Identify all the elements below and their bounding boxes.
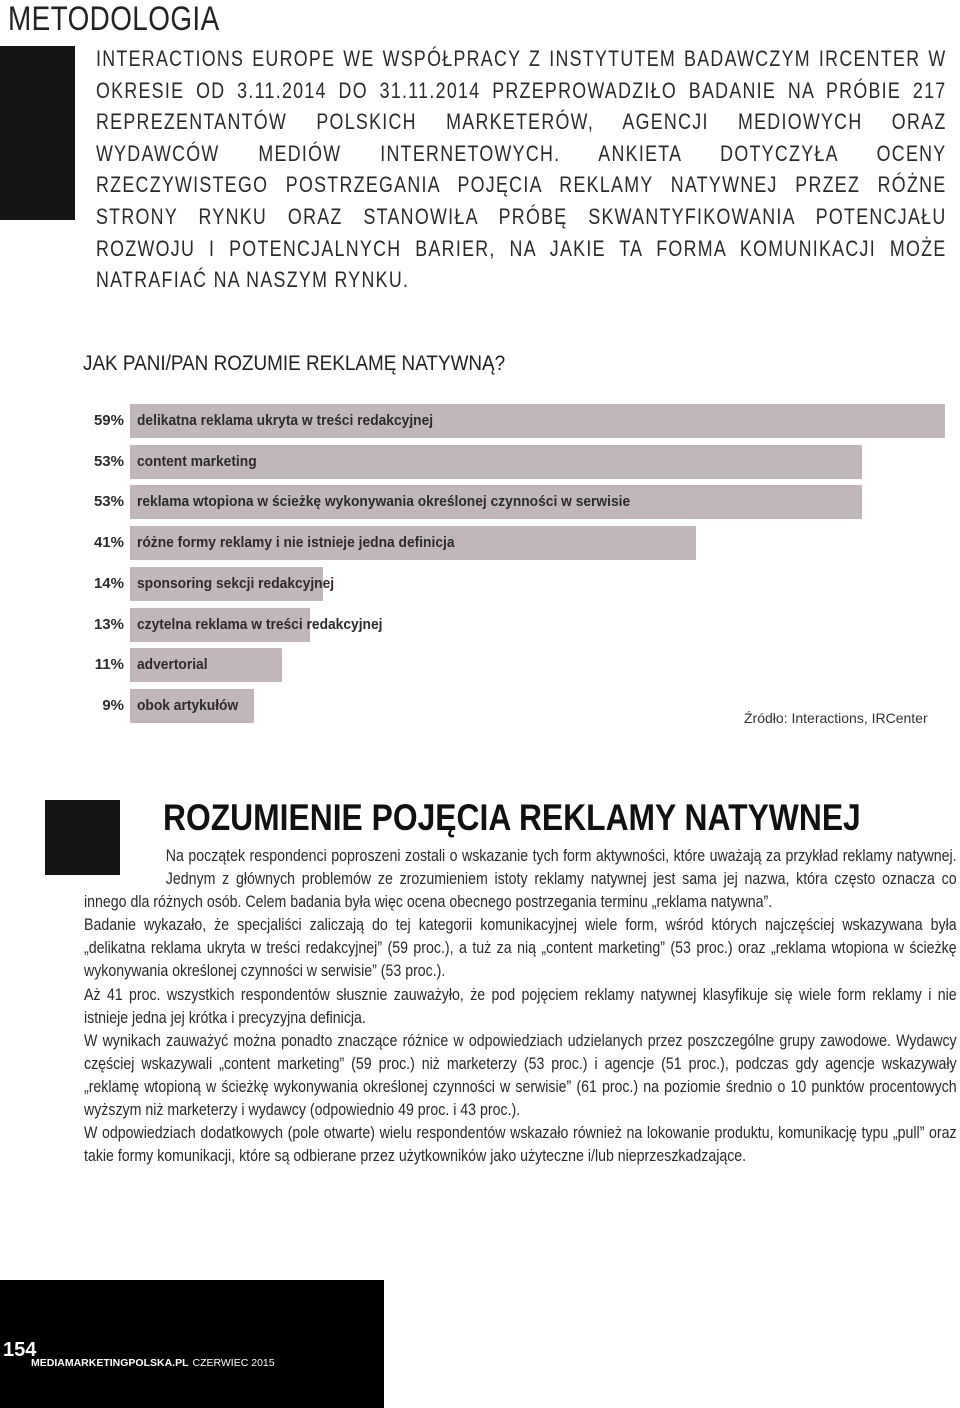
value-label: 53% [93, 452, 124, 470]
category-label: reklama wtopiona w ścieżkę wykonywania określonej czynności w serwisie [137, 493, 631, 511]
category-label: różne formy reklamy i nie istnieje jedna definicja [137, 534, 455, 552]
value-label: 53% [93, 493, 124, 511]
article-paragraph: Aż 41 proc. wszystkich respondentów słusznie zauważyło, że pod pojęciem reklamy natywnej klasyfikuje się wiele form reklamy i nie istnieje jedna jej krótka i precyzyjna definicja. [84, 985, 957, 1027]
value-label: 14% [93, 574, 124, 592]
page-number: 154 [3, 1339, 37, 1361]
category-label: obok artykułów [137, 696, 239, 714]
value-label: 41% [93, 534, 124, 552]
article-paragraph: Badanie wykazało, że specjaliści zaliczają do tej kategorii komunikacyjnej wiele form, wśród których najczęściej wskazywana była „delikatna reklama ukryta w treści redakcyjnej” (59 proc.), a tuż za nią „content marketing” (53 proc.) oraz „reklama wtopiona w ścieżkę wykonywania określonej czynności w serwisie” (53 proc.). [84, 916, 957, 981]
article-paragraph: Na początek respondenci poproszeni zostali o wskazanie tych form aktywności, które uważają za przykład reklamy natywnej. Jednym z głównych problemów ze zrozumieniem istoty reklamy natywnej jest sama jej nazwa, która często oznacza co innego dla różnych osób. Celem badania była więc ocena obecnego postrzegania terminu „reklama natywna”. [84, 847, 957, 912]
footer-block [0, 1280, 384, 1408]
value-label: 59% [93, 412, 124, 429]
value-label: 13% [93, 615, 124, 633]
site-name: MEDIAMARKETINGPOLSKA.PL [31, 1357, 189, 1369]
article-body [84, 845, 957, 1168]
category-label: content marketing [137, 452, 257, 470]
category-label: czytelna reklama w treści redakcyjnej [137, 615, 383, 633]
issue-date: CZERWIEC 2015 [192, 1357, 275, 1369]
value-label: 9% [102, 696, 124, 714]
chart-source: Źródło: Interactions, IRCenter [744, 710, 928, 726]
chart-title: JAK PANI/PAN ROZUMIE REKLAMĘ NATYWNĄ? [83, 352, 506, 375]
article-paragraph: W odpowiedziach dodatkowych (pole otwarte) wielu respondentów wskazało również na lokowanie produktu, komunikację typu „pull” oraz takie formy komunikacji, które są odbierane przez użytkowników jako użyteczne i/lub nieprzeszkadzające. [84, 1124, 957, 1166]
section-title: METODOLOGIA [8, 0, 220, 38]
footer-site [31, 1357, 275, 1369]
article-title: ROZUMIENIE POJĘCIA REKLAMY NATYWNEJ [163, 797, 861, 838]
category-label: delikatna reklama ukryta w treści redakcyjnej [137, 412, 434, 429]
value-label: 11% [94, 656, 124, 674]
category-label: sponsoring sekcji redakcyjnej [137, 574, 335, 592]
methodology-text: INTERACTIONS EUROPE WE WSPÓŁPRACY Z INSTYTUTEM BADAWCZYM IRCENTER W OKRESIE OD 3.11.2014 DO 31.11.2014 PRZEPROWADZIŁO BADANIE NA PRÓBIE 217 REPREZENTANTÓW POLSKICH MARKETERÓW, AGENCJI MEDIOWYCH ORAZ WYDAWCÓW MEDIÓW INTERNETOWYCH. ANKIETA DOTYCZYŁA OCENY RZECZYWISTEGO POSTRZEGANIA POJĘCIA REKLAMY NATYWNEJ PRZEZ RÓŻNE STRONY RYNKU ORAZ STANOWIŁA PRÓBĘ SKWANTYFIKOWANIA POTENCJAŁU ROZWOJU I POTENCJALNYCH BARIER, NA JAKIE TA FORMA KOMUNIKACJI MOŻE NATRAFIAĆ NA NASZYM RYNKU. [96, 46, 947, 293]
category-label: advertorial [137, 656, 208, 674]
article-paragraph: W wynikach zauważyć można ponadto znaczące różnice w odpowiedziach udzielanych przez poszczególne grupy zawodowe. Wydawcy częściej wskazywali „content marketing” (59 proc.) niż marketerzy (53 proc.) i agencje (51 proc.), podczas gdy agencje wskazywały „reklamę wtopioną w ścieżkę wykonywania określonej czynności w serwisie” (61 proc.) na poziomie średnio o 10 punktów procentowych wyższym niż marketerzy i wydawcy (odpowiednio 49 proc. i 43 proc.). [84, 1031, 957, 1120]
